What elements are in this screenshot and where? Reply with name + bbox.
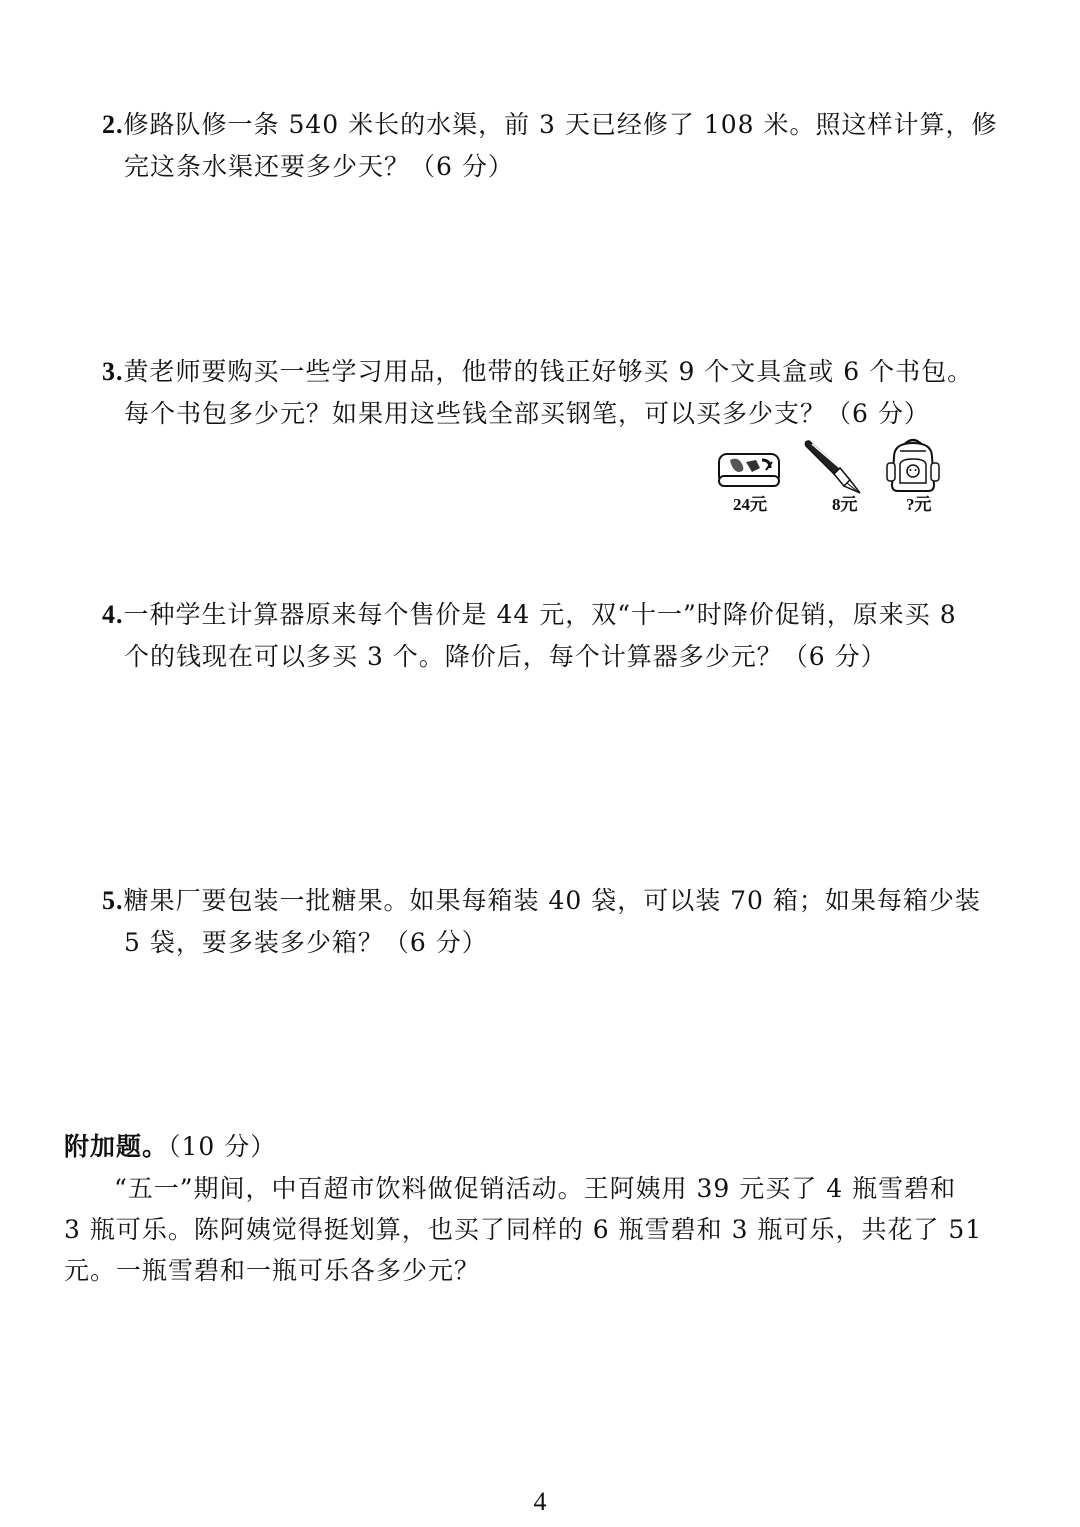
problem-2-line-2: 完这条水渠还要多少天？（6 分） [124, 152, 514, 181]
bonus-line-2: 3 瓶可乐。陈阿姨觉得挺划算，也买了同样的 6 瓶雪碧和 3 瓶可乐，共花了 51 [64, 1215, 983, 1244]
fountain-pen-price: 8元 [832, 495, 858, 514]
pencil-case-price: 24元 [733, 495, 767, 514]
problem-3-line-2: 每个书包多少元？如果用这些钱全部买钢笔，可以买多少支？（6 分） [124, 399, 930, 428]
problem-number: 3. [102, 357, 124, 386]
problem-5-line-2: 5 袋，要多装多少箱？（6 分） [124, 928, 488, 957]
problem-text: 糖果厂要包装一批糖果。如果每箱装 40 袋，可以装 70 箱；如果每箱少装 [123, 886, 981, 915]
problem-5-line-1 [102, 884, 981, 918]
bonus-points: （10 分） [168, 1132, 277, 1161]
problem-text: 修路队修一条 540 米长的水渠，前 3 天已经修了 108 米。照这样计算，修 [123, 110, 998, 139]
bonus-title: 附加题。 [64, 1132, 169, 1161]
problem-text: 黄老师要购买一些学习用品，他带的钱正好够买 9 个文具盒或 6 个书包。 [123, 357, 974, 386]
problem-number: 5. [102, 886, 124, 915]
fountain-pen-icon [800, 438, 864, 496]
problem-2-line-1 [102, 108, 998, 142]
bonus-heading [64, 1130, 276, 1164]
problem-3-line-1 [102, 355, 973, 389]
problem-number: 4. [102, 600, 124, 629]
pencil-case-icon [716, 448, 782, 492]
problem-4-line-2: 个的钱现在可以多买 3 个。降价后，每个计算器多少元？（6 分） [124, 642, 887, 671]
bonus-line-1: “五一”期间，中百超市饮料做促销活动。王阿姨用 39 元买了 4 瓶雪碧和 [114, 1174, 957, 1203]
problem-4-line-1 [102, 598, 957, 632]
problem-text: 一种学生计算器原来每个售价是 44 元，双“十一”时降价促销，原来买 8 [123, 600, 957, 629]
problem-number: 2. [102, 110, 124, 139]
page-number: 4 [533, 1487, 547, 1516]
bonus-line-3: 元。一瓶雪碧和一瓶可乐各多少元？ [64, 1256, 481, 1285]
backpack-price: ?元 [906, 495, 932, 514]
backpack-icon [884, 437, 942, 493]
